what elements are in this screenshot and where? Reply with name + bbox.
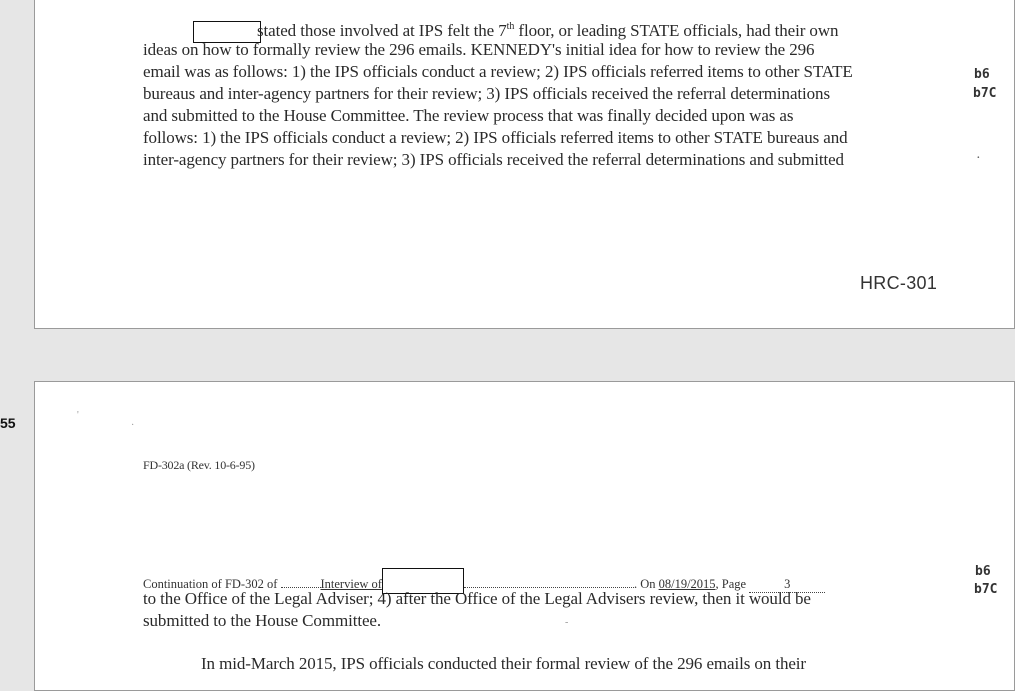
speck-mark: ·: [131, 420, 135, 431]
text-line-5: and submitted to the House Committee. The review process that was finally decided upon was as: [143, 106, 794, 125]
text-line-1: to the Office of the Legal Adviser; 4) after the Office of the Legal Advisers review, then it would be: [143, 589, 811, 608]
exemption-code-b7c: b7C: [974, 582, 998, 597]
document-page-top: [34, 0, 1015, 329]
exemption-code-b7c: b7C: [973, 86, 997, 101]
page-footer-code: HRC-301: [860, 273, 938, 293]
speck-mark: ': [77, 410, 79, 421]
exemption-code-b6: b6: [975, 564, 991, 579]
document-page-bottom: [34, 381, 1015, 691]
exemption-code-b6: b6: [974, 67, 990, 82]
text-line-3: email was as follows: 1) the IPS officials conduct a review; 2) IPS officials referred items to other STATE: [143, 62, 853, 81]
text-line-6: follows: 1) the IPS officials conduct a review; 2) IPS officials referred items to other STATE bureaus and: [143, 128, 848, 147]
form-number: FD-302a (Rev. 10-6-95): [143, 458, 255, 472]
continuation-line: Continuation of FD-302 of Interview of . On 08/19/2015, Page 3: [143, 568, 825, 594]
speck-mark: ·: [976, 151, 981, 166]
page-number: 3: [749, 577, 825, 593]
speck-mark: -: [565, 617, 569, 628]
text-line-2: ideas on how to formally review the 296 emails. KENNEDY's initial idea for how to review the 296: [143, 40, 815, 59]
text-line-7: inter-agency partners for their review; 3) IPS officials received the referral determinations and submitted: [143, 150, 844, 169]
interview-date: 08/19/2015: [658, 577, 716, 591]
text-line-2: submitted to the House Committee.: [143, 611, 381, 630]
paragraph-start: In mid-March 2015, IPS officials conducted their formal review of the 296 emails on their: [201, 654, 806, 673]
text-line-4: bureaus and inter-agency partners for their review; 3) IPS officials received the referral determinations: [143, 84, 830, 103]
page-marker: 55: [0, 415, 16, 431]
text-line-1: stated those involved at IPS felt the 7th floor, or leading STATE officials, had their own: [193, 16, 838, 43]
